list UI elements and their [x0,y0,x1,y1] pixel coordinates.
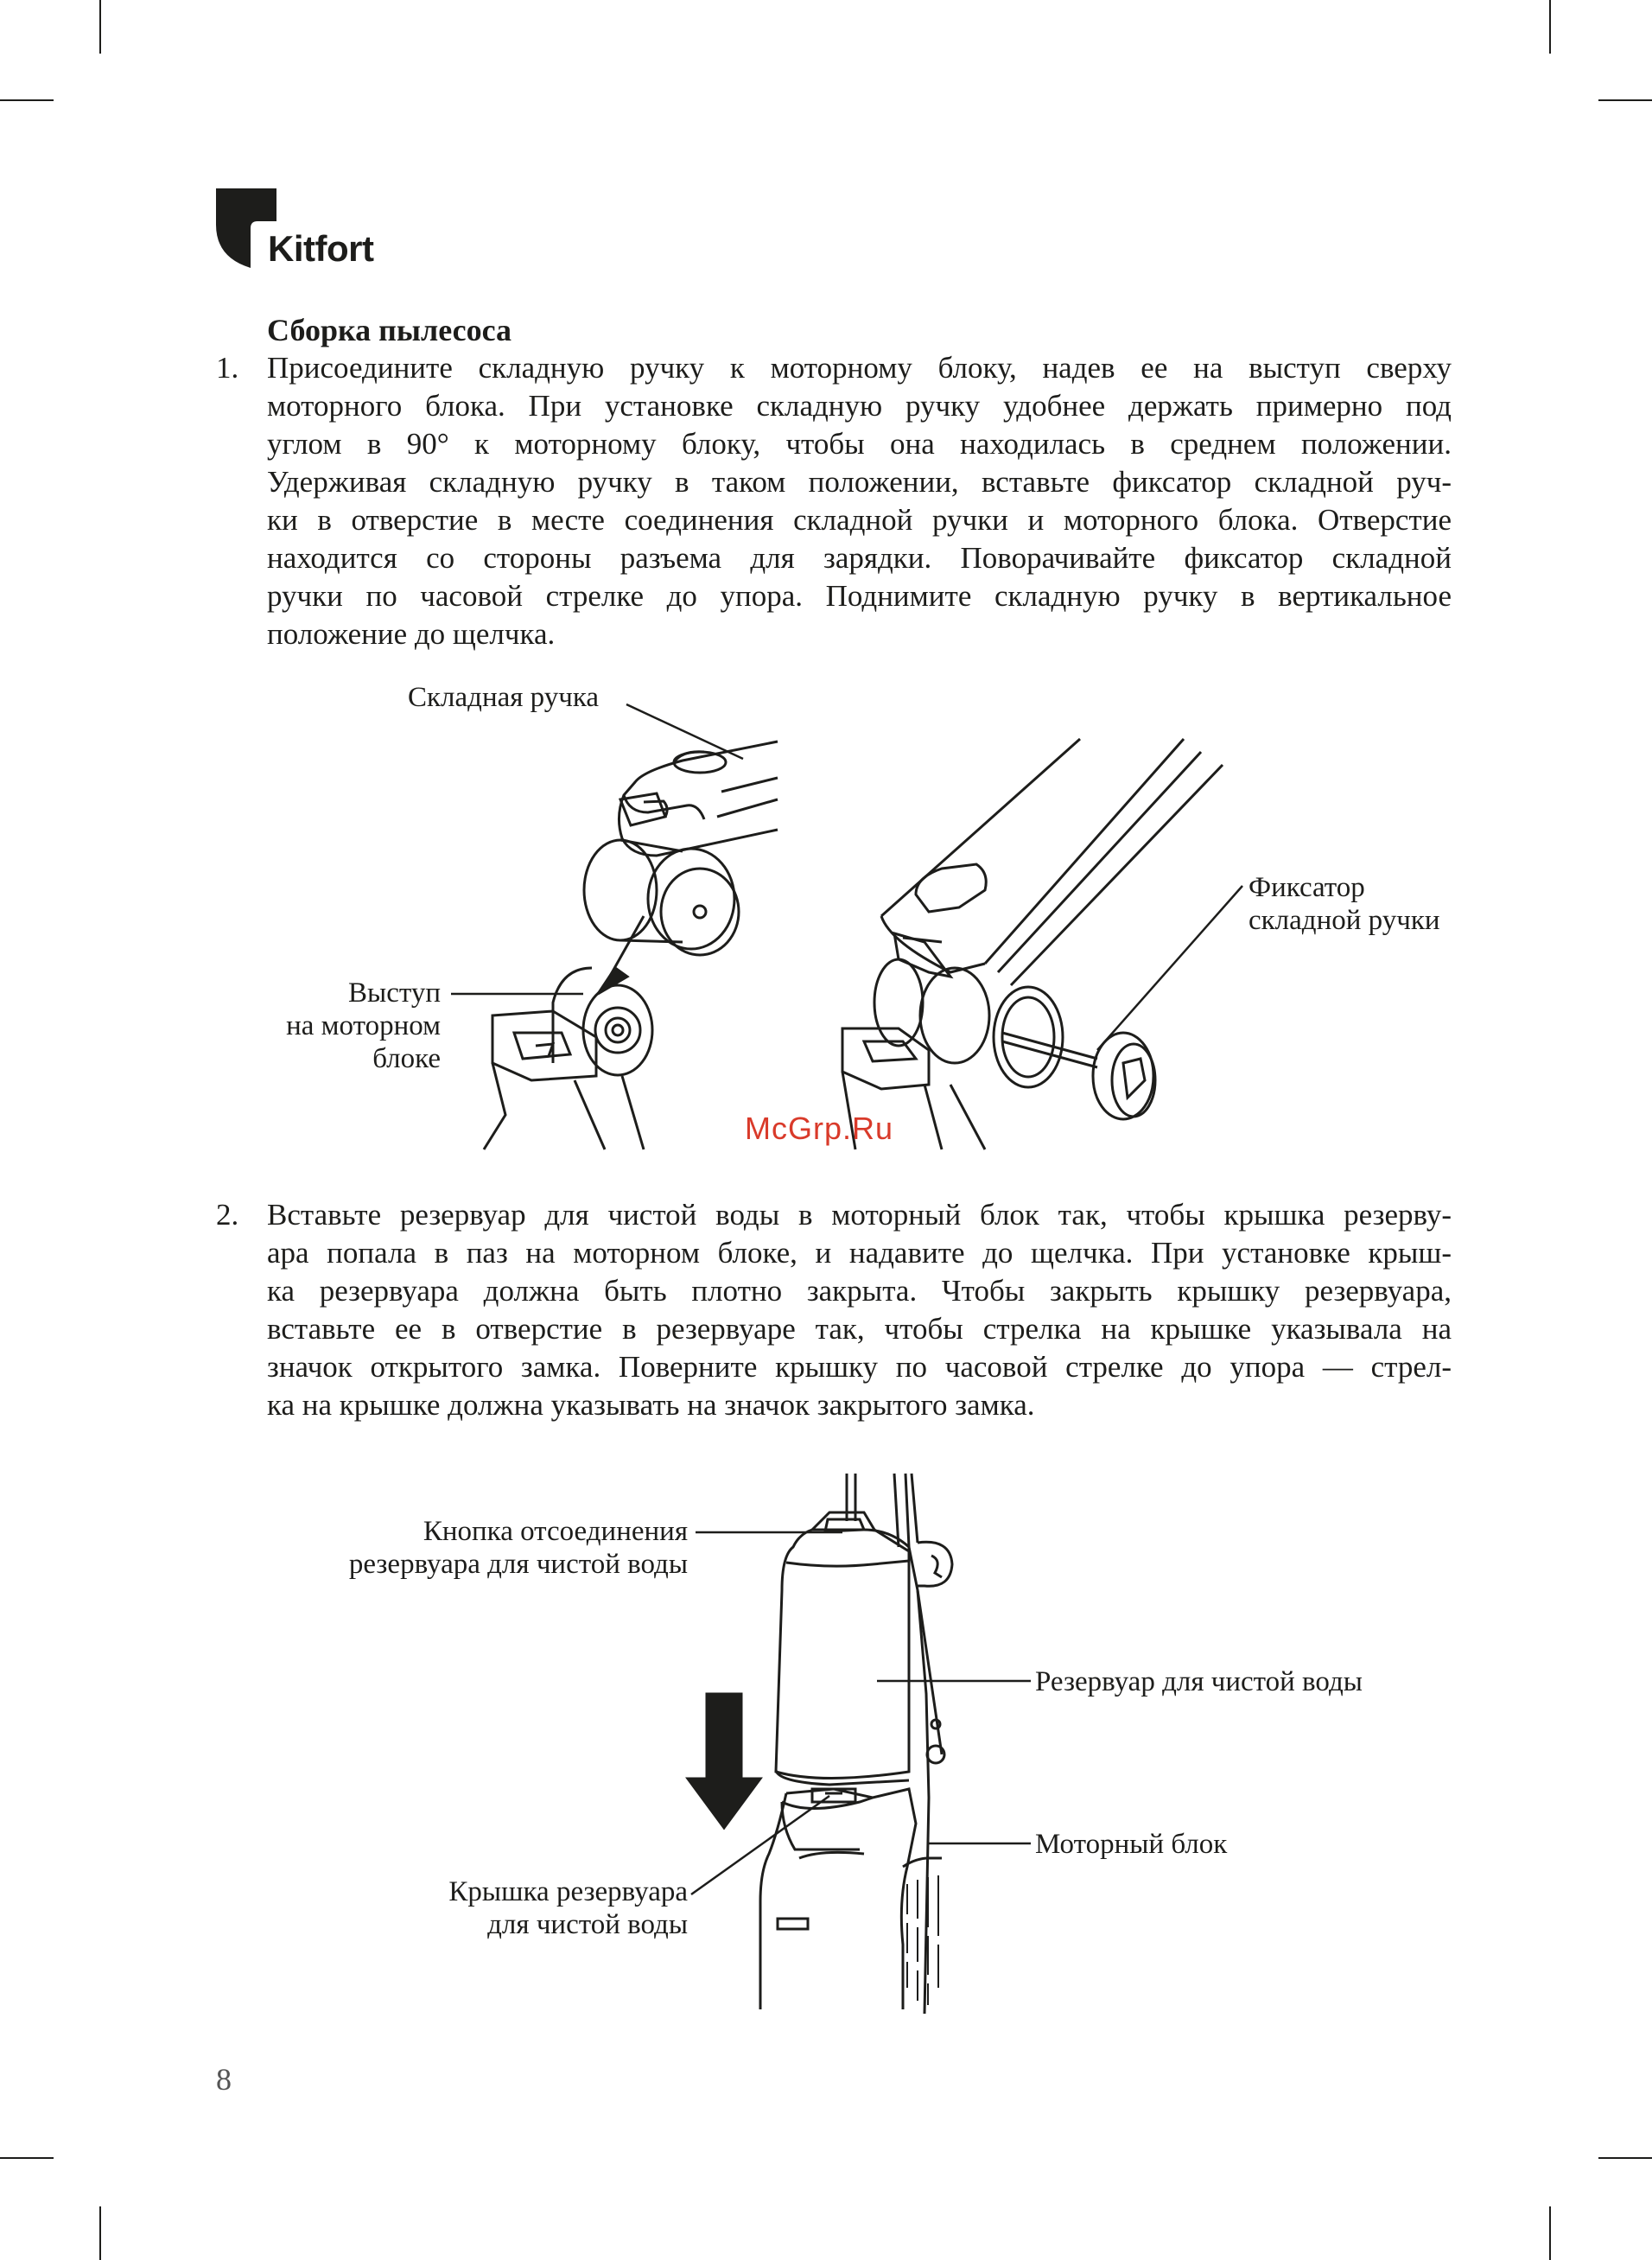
label-release-button [285,1515,688,1581]
section-title: Сборка пылесоса [267,313,512,347]
text-line: углом в 90° к моторному блоку, чтобы она находилась в среднем положении. [267,427,1452,461]
text-line: вставьте ее в отверстие в резервуаре так, чтобы стрелка на крышке указывала на [267,1312,1452,1346]
step-number: 1. [216,351,239,385]
text-line: ка резервуара должна быть плотно закрыта. Чтобы закрыть крышку резервуара, [267,1274,1452,1308]
text-line: моторного блока. При установке складную ручку удобнее держать примерно под [267,389,1452,423]
step-number: 2. [216,1198,239,1232]
label-line: для чистой воды [487,1909,688,1940]
text-line: значок открытого замка. Поверните крышку по часовой стрелке до упора — стрел- [267,1350,1452,1384]
label-line: Крышка резервуара [448,1876,688,1907]
label-line: складной ручки [1249,905,1440,936]
watermark: McGrp.Ru [745,1111,894,1146]
text-line: Вставьте резервуар для чистой воды в моторный блок так, чтобы крышка резерву- [267,1198,1452,1232]
label-line: Выступ [348,977,441,1009]
label-tank-cap [372,1875,688,1941]
label-line: Кнопка отсоединения [423,1516,688,1547]
text-line: Присоедините складную ручку к моторному блоку, надев ее на выступ сверху [267,351,1452,385]
label-folding-handle: Складная ручка [408,682,600,713]
page-number: 8 [216,2062,232,2097]
text-line: ка на крышке должна указывать на значок закрытого замка. [267,1388,1035,1422]
label-line: на моторном [286,1010,441,1041]
label-line: Фиксатор [1249,872,1365,903]
vacuum-illustration [688,1474,952,2014]
text-line: положение до щелчка. [267,617,556,651]
text-line: находится со стороны разъема для зарядки. Поворачивайте фиксатор складной [267,541,1452,575]
label-line: резервуара для чистой воды [348,1549,688,1580]
label-line: блоке [372,1043,441,1074]
text-line: ручки по часовой стрелке до упора. Поднимите складную ручку в вертикальное [267,579,1452,613]
label-clean-water-tank: Резервуар для чистой воды [1035,1666,1363,1697]
text-line: Удерживая складную ручку в таком положении, вставьте фиксатор складной руч- [267,465,1452,499]
label-motor-unit: Моторный блок [1035,1829,1228,1860]
text-line: ара попала в паз на моторном блоке, и надавите до щелчка. При установке крыш- [267,1236,1452,1270]
text-line: ки в отверстие в месте соединения складной ручки и моторного блока. Отверстие [267,503,1452,537]
brand-name: Kitfort [268,228,374,269]
